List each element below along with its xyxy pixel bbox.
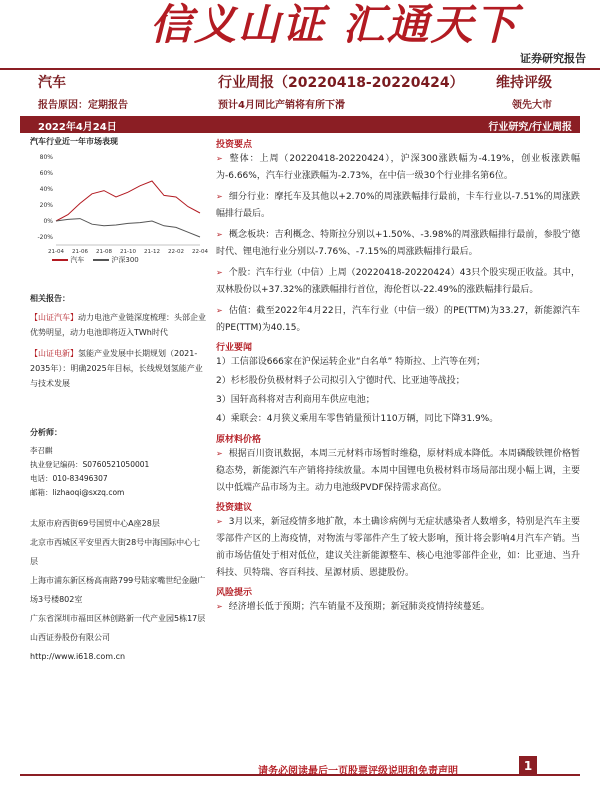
material-para <box>216 445 580 497</box>
arrow-right-icon: ➢ <box>216 449 223 458</box>
material-text: 根据百川资讯数据，本周三元材料市场暂时维稳，原材料成本降低。本周磷酸铁锂价格暂稳态势，新能源汽车产销将持续放量。本周中国锂电负极材料市场局部出现小幅上调，主要以中低端产品市场为主。动力电池级PVDF保持需求高位。 <box>216 449 580 493</box>
news-item: 3）国轩高科将对吉利商用车供应电池； <box>216 395 375 405</box>
y-tick-label: 20% <box>39 202 53 209</box>
arrow-right-icon: ➢ <box>216 602 223 611</box>
sector-name: 汽车 <box>38 75 66 91</box>
highlight-text: 估值：截至2022年4月22日，汽车行业（中信一级）的PE(TTM)为33.27，新能源汽车的PE(TTM)为40.15。 <box>216 306 580 333</box>
analyst-license: 执业登记编码：S0760521050001 <box>30 460 150 469</box>
highlight-text: 概念板块：吉利概念、特斯拉分别以+1.50%、-3.98%的周涨跌幅排行最前，参股宁德时代、锂电池行业分别以-7.76%、-7.15%的周涨跌幅排行最后。 <box>216 230 580 257</box>
x-tick-label: 21-04 <box>48 249 64 255</box>
rating-detail: 领先大市 <box>512 100 552 111</box>
advice-para <box>216 513 580 582</box>
x-tick-label: 21-08 <box>96 249 112 255</box>
arrow-right-icon: ➢ <box>216 230 223 239</box>
y-tick-label: 0% <box>43 218 53 225</box>
series-line-hs300 <box>56 219 200 237</box>
section-title-material: 原材料价格 <box>216 435 262 445</box>
address-line: 北京市西城区平安里西大街28号中海国际中心七层 <box>30 538 201 566</box>
analyst-name: 李召麒 <box>30 446 53 455</box>
risk-para <box>216 598 580 616</box>
chart-title: 汽车行业近一年市场表现 <box>30 137 118 146</box>
address-line: 上海市浦东新区杨高南路799号陆家嘴世纪金融广场3号楼802室 <box>30 576 206 604</box>
y-tick-label: -20% <box>37 234 53 241</box>
highlight-text: 细分行业：摩托车及其他以+2.70%的周涨跌幅排行最前，卡车行业以-7.51%的周涨跌幅排行最后。 <box>216 192 580 219</box>
related-text: 动力电池产业链深度梳理：头部企业优势明显，动力电池即将迈入TWh时代 <box>30 313 206 337</box>
arrow-right-icon: ➢ <box>216 517 223 526</box>
x-tick-label: 22-02 <box>168 249 184 255</box>
news-item: 2）杉杉股份负极材料子公司拟引入宁德时代、比亚迪等战投； <box>216 376 465 386</box>
report-title: 行业周报（20220418-20220424） <box>218 75 464 91</box>
highlight-para <box>216 302 580 337</box>
section-title-risk: 风险提示 <box>216 588 253 598</box>
advice-text: 3月以来，新冠疫情多地扩散，本土确诊病例与无症状感染者人数增多，特别是汽车主要零部件产区的上海疫情，对物流与零部件产生了较大影响，预计将会影响4月汽车产销。当前市场估值处于相对低位，建议关注新能源整车、核心电池零部件企业，如：比亚迪、当升科技、贝特瑞、容百科技、星源材质、恩捷股份。 <box>216 517 580 578</box>
highlight-text: 个股：汽车行业（中信）上周（20220418-20220424）43只个股实现正收益。其中，双林股份以+37.32%的涨跌幅排行首位，海伦哲以-22.49%的涨跌幅排行最后。 <box>216 268 580 295</box>
addresses <box>30 514 206 666</box>
arrow-right-icon: ➢ <box>216 192 223 201</box>
x-tick-label: 21-10 <box>120 249 136 255</box>
report-date: 2022年4月24日 <box>38 122 117 133</box>
y-tick-label: 40% <box>39 186 53 193</box>
header-rule <box>0 68 600 70</box>
chart-svg <box>30 149 206 257</box>
header-banner <box>0 0 600 68</box>
y-tick-label: 80% <box>39 154 53 161</box>
highlight-para <box>216 150 580 185</box>
slogan: 信义山证 汇通天下 <box>150 0 519 49</box>
news-list <box>216 353 580 429</box>
x-tick-label: 21-06 <box>72 249 88 255</box>
y-tick-label: 60% <box>39 170 53 177</box>
highlight-para <box>216 264 580 299</box>
analyst-phone: 电话：010-83496307 <box>30 474 108 483</box>
x-tick-label: 22-04 <box>192 249 208 255</box>
sidebar <box>30 134 206 666</box>
arrow-right-icon: ➢ <box>216 154 223 163</box>
related-report-2[interactable] <box>30 346 206 391</box>
highlight-para <box>216 226 580 261</box>
analyst-info <box>30 444 206 500</box>
related-title: 相关报告： <box>30 294 70 303</box>
analyst-email[interactable]: 邮箱：lizhaoqi@sxzq.com <box>30 488 125 497</box>
news-item: 1）工信部设666家在沪保运转企业“白名单” 特斯拉、上汽等在列； <box>216 357 486 367</box>
section-title-highlights: 投资要点 <box>216 140 253 150</box>
report-path: 行业研究/行业周报 <box>488 122 572 133</box>
related-tag: 【山证汽车】 <box>30 313 78 322</box>
highlight-text: 整体：上周（20220418-20220424），沪深300涨跌幅为-4.19%，创业板涨跌幅为-6.66%，汽车行业涨跌幅为-2.73%，在中信一级30个行业排名第6位。 <box>216 154 580 181</box>
arrow-right-icon: ➢ <box>216 268 223 277</box>
legend-label-auto: 汽车 <box>70 256 85 264</box>
section-title-advice: 投资建议 <box>216 503 253 513</box>
main-content <box>216 134 580 616</box>
address-line: 广东省深圳市福田区林创路新一代产业园5栋17层 <box>30 614 206 623</box>
footer-disclaimer: 请务必阅读最后一页股票评级说明和免责声明 <box>258 766 458 777</box>
legend-label-hs300: 沪深300 <box>111 256 139 264</box>
market-chart <box>30 149 206 267</box>
analyst-title: 分析师： <box>30 428 62 437</box>
legend-swatch-hs300 <box>93 259 109 261</box>
arrow-right-icon: ➢ <box>216 306 223 315</box>
page-number: 1 <box>519 756 537 776</box>
chart-legend <box>52 255 139 265</box>
rating: 维持评级 <box>496 75 552 91</box>
address-line: 太原市府西街69号国贸中心A座28层 <box>30 519 160 528</box>
related-text: 氢能产业发展中长期规划（2021-2035年）：明确2025年目标，长线规划氢能产业与技术发展 <box>30 349 203 388</box>
company-website[interactable]: http://www.i618.com.cn <box>30 652 126 661</box>
company-name: 山西证券股份有限公司 <box>30 633 110 642</box>
section-title-news: 行业要闻 <box>216 343 253 353</box>
report-subtitle: 预计4月同比产销将有所下滑 <box>218 100 345 111</box>
news-item: 4）乘联会：4月狭义乘用车零售销量预计110万辆，同比下降31.9%。 <box>216 414 499 424</box>
related-tag: 【山证电新】 <box>30 349 78 358</box>
report-reason: 报告原因：定期报告 <box>38 100 128 111</box>
x-tick-label: 21-12 <box>144 249 160 255</box>
related-report-1[interactable] <box>30 310 206 340</box>
legend-swatch-auto <box>52 259 68 261</box>
series-line-auto <box>56 181 200 221</box>
report-type: 证券研究报告 <box>520 52 586 65</box>
risk-text: 经济增长低于预期；汽车销量不及预期；新冠肺炎疫情持续蔓延。 <box>228 602 490 612</box>
highlight-para <box>216 188 580 223</box>
